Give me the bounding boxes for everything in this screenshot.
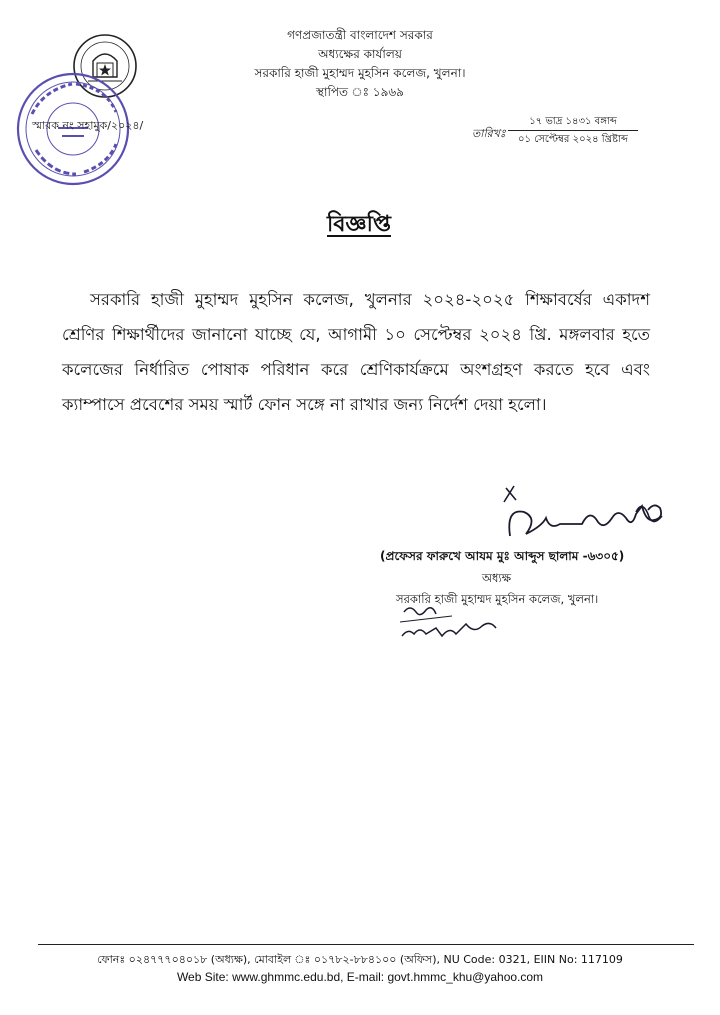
bangla-date: ১৭ ভাদ্র ১৪৩১ বঙ্গাব্দ — [529, 116, 617, 127]
date-label: তারিখঃ — [472, 127, 506, 140]
principal-signature — [486, 478, 676, 548]
memo-reference-number: স্মারক নং সহামুক/২০২৪/ — [32, 119, 144, 132]
signatory-organization: সরকারি হাজী মুহাম্মদ মুহসিন কলেজ, খুলনা। — [396, 592, 599, 606]
notice-body: সরকারি হাজী মুহাম্মদ মুহসিন কলেজ, খুলনার ২০২৪-২০২৫ শিক্ষাবর্ষের একাদশ শ্রেণির শিক্ষার্থীদের জানানো যাচ্ছে যে, আগামী ১০ সেপ্টেম্বর ২০২৪ খ্রি. মঙ্গলবার হতে কলেজের নির্ধারিত পোষাক পরিধান করে শ্রেণিকার্যক্রমে অংশগ্রহণ করতে হবে এবং ক্যাম্পাসে প্রবেশের সময় স্মার্ট ফোন সঙ্গে না রাখার জন্য নির্দেশ দেয়া হলো। — [62, 290, 650, 414]
footer-contact-info: ফোনঃ ০২৪৭৭৭০৪০১৮ (অধ্যক্ষ), মোবাইল ঃ ০১৭৮২-৮৮৪১০০ (অফিস), NU Code: 0321, EIIN No: 117109 — [97, 953, 623, 966]
footer-divider — [38, 944, 694, 945]
established-year: স্থাপিত ঃ ১৯৬৯ — [316, 85, 404, 99]
college-name: সরকারি হাজী মুহাম্মদ মুহসিন কলেজ, খুলনা। — [254, 66, 466, 80]
date-divider — [508, 130, 638, 131]
government-name: গণপ্রজাতন্ত্রী বাংলাদেশ সরকার — [287, 28, 433, 42]
gregorian-date: ০১ সেপ্টেম্বর ২০২৪ খ্রিষ্টাব্দ — [518, 134, 628, 145]
notice-title: বিজ্ঞপ্তি — [327, 212, 391, 237]
signatory-title: অধ্যক্ষ — [482, 571, 512, 585]
handwritten-date-scribble — [396, 598, 506, 644]
office-name: অধ্যক্ষের কার্যালয় — [318, 47, 402, 61]
footer-web-email: Web Site: www.ghmmc.edu.bd, E-mail: govt.hmmc_khu@yahoo.com — [176, 970, 544, 984]
date-block — [508, 114, 638, 147]
letterhead — [200, 26, 520, 102]
signatory-name: (প্রফেসর ফারুখে আযম মুঃ আব্দুস ছালাম -৬৩০৫) — [380, 549, 625, 563]
